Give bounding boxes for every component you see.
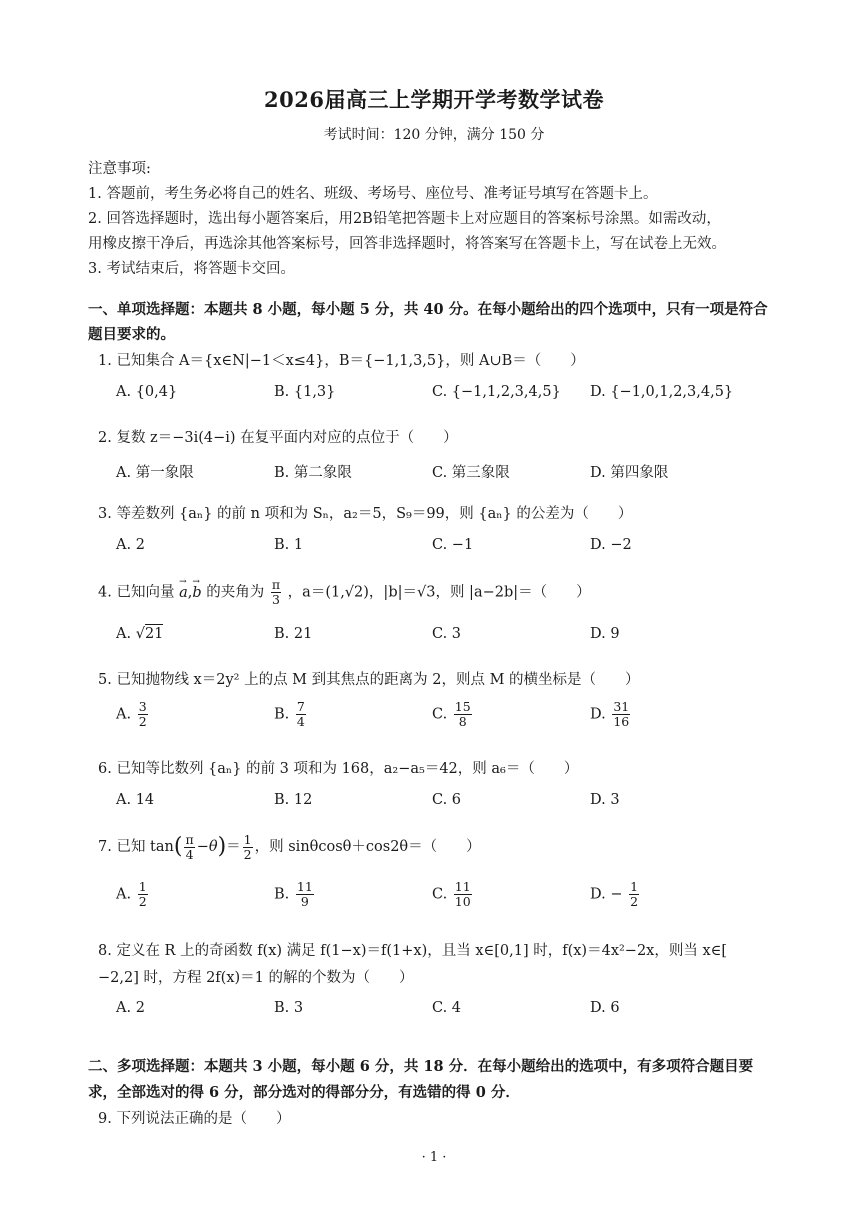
q7-stem-pre: 7. 已知 tan <box>98 839 174 855</box>
question-7-stem: 7. 已知 tan( $\frac{\pi}{4}$ −θ)＝ $\frac{1}{2}$ ，则 sinθcosθ＋cos2θ＝（ ） <box>98 831 481 862</box>
q6-option-a[interactable]: A. 14 <box>116 792 155 808</box>
q4-stem-mid: 的夹角为 <box>206 584 265 601</box>
q1-option-d[interactable]: D. {−1,0,1,2,3,4,5} <box>590 384 734 400</box>
q4-option-c[interactable]: C. 3 <box>432 626 462 642</box>
section2-heading: 二、多项选择题：本题共 3 小题，每小题 6 分，共 18 分．在每小题给出的选项中，有多项符合题目要 <box>88 1058 754 1075</box>
question-4-stem: 4. 已知向量 → a,→ b 的夹角为 $\frac{\pi}{3}$ ，a＝(1,√2)，|b|＝√3，则 |a−2b|＝（ ） <box>98 578 591 607</box>
q2-option-b[interactable]: B. 第二象限 <box>274 465 352 481</box>
question-9-stem: 9. 下列说法正确的是（ ） <box>98 1111 291 1127</box>
q5-option-d[interactable]: D. $\frac{31}{16}$ <box>590 699 630 729</box>
q4-option-b[interactable]: B. 21 <box>274 626 313 642</box>
exam-title: 2026届高三上学期开学考数学试卷 <box>264 87 604 112</box>
q1-option-b[interactable]: B. {1,3} <box>274 384 336 400</box>
fraction-pi-over-3: $\frac{\pi}{3}$ <box>271 577 281 607</box>
question-2-stem: 2. 复数 z＝−3i(4−i) 在复平面内对应的点位于（ ） <box>98 430 458 446</box>
vector-a: → a <box>179 579 188 607</box>
q3-option-c[interactable]: C. −1 <box>432 537 474 553</box>
q7-equals: ＝ <box>226 839 241 855</box>
q4-stem-post: ，a＝(1,√2)，|b|＝√3，则 |a−2b|＝（ ） <box>287 584 591 601</box>
q6-option-d[interactable]: D. 3 <box>590 792 620 808</box>
section2-heading-cont: 求，全部选对的得 6 分，部分选对的得部分分，有选错的得 0 分． <box>88 1084 520 1101</box>
notes-heading: 注意事项: <box>88 161 151 177</box>
q2-option-d[interactable]: D. 第四象限 <box>590 465 669 481</box>
section1-heading-cont: 题目要求的。 <box>88 326 175 343</box>
question-8-stem: 8. 定义在 R 上的奇函数 f(x) 满足 f(1−x)＝f(1+x)，且当 x∈[0,1] 时，f(x)＝4x²−2x，则当 x∈[ <box>98 943 728 959</box>
page-number: · 1 · <box>421 1150 447 1165</box>
q5-option-c[interactable]: C. $\frac{15}{8}$ <box>432 699 471 729</box>
q6-option-c[interactable]: C. 6 <box>432 792 462 808</box>
q8-option-a[interactable]: A. 2 <box>116 1000 145 1016</box>
q3-option-d[interactable]: D. −2 <box>590 537 632 553</box>
q3-option-b[interactable]: B. 1 <box>274 537 304 553</box>
q7-option-c[interactable]: C. $\frac{11}{10}$ <box>432 879 471 909</box>
q1-option-c[interactable]: C. {−1,1,2,3,4,5} <box>432 384 561 400</box>
fraction-one-half: $\frac{1}{2}$ <box>243 831 252 862</box>
section1-heading: 一、单项选择题：本题共 8 小题，每小题 5 分，共 40 分。在每小题给出的四个选项中，只有一项是符合 <box>88 301 768 318</box>
question-3-stem: 3. 等差数列 {aₙ} 的前 n 项和为 Sₙ，a₂＝5，S₉＝99，则 {aₙ} 的公差为（ ） <box>98 506 633 522</box>
q3-option-a[interactable]: A. 2 <box>116 537 145 553</box>
question-8-stem-cont: −2,2] 时，方程 2f(x)＝1 的解的个数为（ ） <box>98 970 414 986</box>
q7-option-a[interactable]: A. $\frac{1}{2}$ <box>116 879 147 909</box>
q5-option-b[interactable]: B. $\frac{7}{4}$ <box>274 699 305 729</box>
q2-option-a[interactable]: A. 第一象限 <box>116 465 194 481</box>
q4-stem-pre: 4. 已知向量 <box>98 584 175 601</box>
question-5-stem: 5. 已知抛物线 x＝2y² 上的点 M 到其焦点的距离为 2，则点 M 的横坐标是（ ） <box>98 672 640 688</box>
q1-option-a[interactable]: A. {0,4} <box>116 384 178 400</box>
q7-minus-theta: −θ <box>196 839 218 855</box>
fraction-pi-over-4: $\frac{\pi}{4}$ <box>185 831 194 862</box>
note-item: 用橡皮擦干净后，再选涂其他答案标号，回答非选择题时，将答案写在答题卡上，写在试卷上无效。 <box>88 236 726 252</box>
q8-option-b[interactable]: B. 3 <box>274 1000 304 1016</box>
q4-option-a[interactable]: A. √21 <box>116 626 164 642</box>
q8-option-c[interactable]: C. 4 <box>432 1000 462 1016</box>
note-item: 1. 答题前，考生务必将自己的姓名、班级、考场号、座位号、准考证号填写在答题卡上。 <box>88 186 658 202</box>
q6-option-b[interactable]: B. 12 <box>274 792 313 808</box>
q7-option-b[interactable]: B. $\frac{11}{9}$ <box>274 879 313 909</box>
q5-option-a[interactable]: A. $\frac{3}{2}$ <box>116 699 147 729</box>
note-item: 3. 考试结束后，将答题卡交回。 <box>88 261 295 277</box>
question-6-stem: 6. 已知等比数列 {aₙ} 的前 3 项和为 168，a₂−a₅＝42，则 a₆＝（ ） <box>98 761 579 777</box>
question-1-stem: 1. 已知集合 A＝{x∈N|−1＜x≤4}，B＝{−1,1,3,5}，则 A∪B＝（ ） <box>98 353 585 369</box>
q7-option-d[interactable]: D. − $\frac{1}{2}$ <box>590 879 639 909</box>
q7-stem-post: ，则 sinθcosθ＋cos2θ＝（ ） <box>254 839 481 855</box>
exam-subtitle: 考试时间：120 分钟，满分 150 分 <box>323 127 545 143</box>
q2-option-c[interactable]: C. 第三象限 <box>432 465 510 481</box>
vector-b: → b <box>192 579 201 607</box>
q4-option-d[interactable]: D. 9 <box>590 626 620 642</box>
q8-option-d[interactable]: D. 6 <box>590 1000 620 1016</box>
note-item: 2. 回答选择题时，选出每小题答案后，用2B铅笔把答题卡上对应题目的答案标号涂黑。如需改动， <box>88 211 721 227</box>
